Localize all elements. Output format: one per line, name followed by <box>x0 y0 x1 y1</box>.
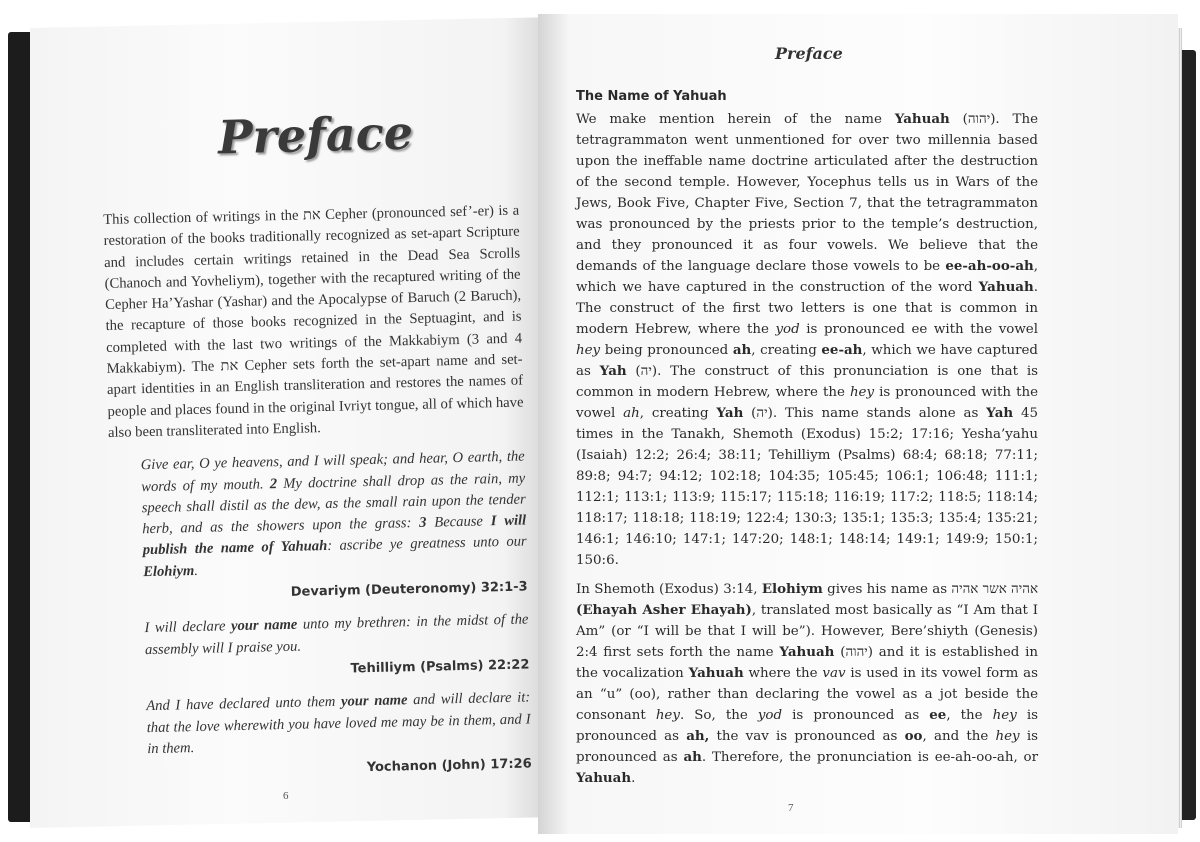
bold-text: ah <box>683 749 702 765</box>
text-run: (יה). The construct of this pronunciation is one that is common in modern Hebrew, where the <box>576 364 1038 400</box>
text-run: unto my brethren: in the midst of the assembly will I praise you. <box>144 611 529 658</box>
page-number-right: 7 <box>788 802 794 814</box>
bold-text: ah, <box>686 728 710 744</box>
text-run: is pronounced as <box>576 708 1039 744</box>
quote-citation: Devariym (Deuteronomy) 32:1-3 <box>290 579 528 600</box>
text-run: , which we have captured as <box>576 343 1038 379</box>
italic-text: ah <box>623 406 640 421</box>
bold-text: I will publish the name of Yahuah <box>142 512 527 559</box>
bold-text: oo <box>904 728 923 744</box>
text-run: , translated most basically as “I Am that I Am” (or “I will be that I will be”). However, Bere’shiyth (Genesis) 2:4 first sets forth the name <box>576 603 1038 660</box>
text-run: , creating <box>751 343 822 358</box>
text-run: , and the <box>922 729 996 744</box>
scripture-quotes <box>109 447 532 785</box>
paragraphs <box>576 109 1038 789</box>
text-run: . So, the <box>679 708 758 723</box>
italic-text: vav <box>822 666 846 681</box>
bold-text: Elohiym <box>761 581 823 597</box>
scripture-quote <box>144 610 529 661</box>
bold-text: Yahuah <box>576 770 632 786</box>
italic-text: hey <box>655 708 680 723</box>
bold-text: Yahuah <box>688 665 744 681</box>
bold-text: ee-ah-oo-ah <box>945 258 1034 274</box>
text-run: gives his name as אהיה אשר אהיה <box>822 582 1038 597</box>
text-run: is pronounced with the vowel <box>576 385 1038 421</box>
text-run: My doctrine shall drop as the rain, my speech shall distil as the dew, as the small rain upon the tender herb, and as the showers upon the grass: <box>141 470 526 538</box>
body-paragraph <box>576 109 1038 571</box>
text-run: . <box>631 771 636 786</box>
bold-text: your name <box>340 692 408 710</box>
text-run: , the <box>946 708 993 723</box>
text-run: (יה). This name stands alone as <box>743 406 987 421</box>
bold-text: Yahuah <box>894 111 950 127</box>
bold-text: Yah <box>986 405 1014 421</box>
bold-text: Elohiym <box>143 562 195 580</box>
quote-citation: Tehilliym (Psalms) 22:22 <box>350 657 530 677</box>
bold-text: (Ehayah Asher Ehayah) <box>576 602 752 618</box>
bold-text: 2 <box>269 475 278 492</box>
page-number-left: 6 <box>283 790 289 802</box>
section-heading: The Name of Yahuah <box>576 89 727 104</box>
text-run: is used in its vowel form as an “u” (oo), rather than declaring the vowel as a jot beside the consonant <box>576 666 1038 723</box>
text-run: (יהוה). The tetragrammaton went unmentioned for over two millennia based upon the ineffable name doctrine articulated after the destruction of the second temple. However, Yocephus tells us in Wars of the Jews, Book Five, Chapter Five, Section 7, that the tetragrammaton was pronounced by the priests prior to the temple’s destruction, and they pronounced it as four vowels. We believe that the demands of the language declare those vowels to be <box>576 112 1038 274</box>
bold-text: ah <box>732 342 752 358</box>
text-run: : ascribe ye greatness unto our <box>327 533 527 555</box>
text-run: and will declare it: that the love wherewith you have loved me may be in them, and I in them. <box>146 689 531 757</box>
text-run: And I have declared unto them <box>146 693 342 715</box>
left-page-body <box>103 201 532 797</box>
quote-citation: Yochanon (John) 17:26 <box>366 756 532 776</box>
scripture-quote <box>141 447 528 583</box>
text-run: (יהוה) and it is established in the vocalization <box>576 645 1039 681</box>
intro-paragraph <box>103 201 524 445</box>
text-run: . Therefore, the pronunciation is ee-ah-oo-ah, or <box>701 750 1038 765</box>
italic-text: hey <box>576 343 601 358</box>
italic-text: hey <box>995 729 1020 744</box>
bold-text: ee <box>929 707 947 723</box>
text-run: is pronounced as <box>576 729 1038 765</box>
italic-text: hey <box>992 708 1017 723</box>
text-run: We make mention herein of the name <box>576 112 895 127</box>
right-page-body <box>576 86 1038 797</box>
body-paragraph <box>576 579 1038 789</box>
text-run: , creating <box>639 406 717 421</box>
bold-text: Yah <box>599 363 627 379</box>
text-run: . The construct of the first two letters is one that is common in modern Hebrew, where the <box>576 280 1038 337</box>
bold-text: Yah <box>716 405 744 421</box>
text-run: , which we have captured in the construction of the word <box>576 259 1038 295</box>
text-run: 45 times in the Tanakh, Shemoth (Exodus) 15:2; 17:16; Yesha’yahu (Isaiah) 12:2; 26:4; 38:11; Tehilliym (Psalms) 68:4; 68:18; 77:11; 89:8; 94:7; 94:12; 102:18; 104:35; 105:45; 106:1; 106:48; 111:1; 112:1; 113:1; 113:9; 115:17; 115:18; 116:19; 117:2; 118:5; 118:14; 118:17; 118:18; 118:19; 122:4; 130:3; 135:1; 135:3; 135:4; 135:21; 146:1; 146:10; 147:1; 147:20; 148:1; 148:14; 149:1; 149:9; 150:1; 150:6. <box>576 406 1038 568</box>
text-run: the vav is pronounced as <box>709 729 905 744</box>
text-run: This collection of writings in the את Cepher (pronounced sef’-er) is a restoration of the books traditionally recognized as set-apart Scripture and includes certain writings retained in the Dead Sea Scrolls (Chanoch and Yovheliym), together with the recaptured writing of the Cepher Ha’Yashar (Yashar) and the Apocalypse of Baruch (2 Baruch), the recapture of those books recognized in the Septuagint, and is completed with the last two writings of the Makkabiym (3 and 4 Makkabiym). The את Cepher sets forth the set-apart name and set-apart identities in an English transliteration and restores the names of people and places found in the original Ivriyt tongue, all of which have also been transliterated into English. <box>103 202 524 441</box>
bold-text: Yahuah <box>779 644 835 660</box>
italic-text: hey <box>849 385 875 400</box>
page-title: Preface <box>217 105 414 165</box>
text-run: Give ear, O ye heavens, and I will speak; and hear, O earth, the words of my mouth. <box>140 448 525 495</box>
bold-text: 3 <box>419 514 427 532</box>
text-run: is pronounced as <box>782 708 930 723</box>
text-run: . <box>194 562 199 579</box>
text-run: Because <box>426 513 491 531</box>
italic-text: yod <box>757 708 783 723</box>
bold-text: ee-ah <box>821 342 863 358</box>
text-run: is pronounced ee with the vowel <box>799 322 1039 337</box>
running-head: Preface <box>775 44 843 63</box>
text-run: where the <box>743 666 823 681</box>
text-run: I will declare <box>144 618 232 637</box>
italic-text: yod <box>775 322 800 337</box>
bold-text: your name <box>230 617 298 635</box>
scripture-quote <box>146 688 531 761</box>
text-run: In Shemoth (Exodus) 3:14, <box>576 582 762 597</box>
text-run: being pronounced <box>600 343 733 358</box>
bold-text: Yahuah <box>978 279 1034 295</box>
